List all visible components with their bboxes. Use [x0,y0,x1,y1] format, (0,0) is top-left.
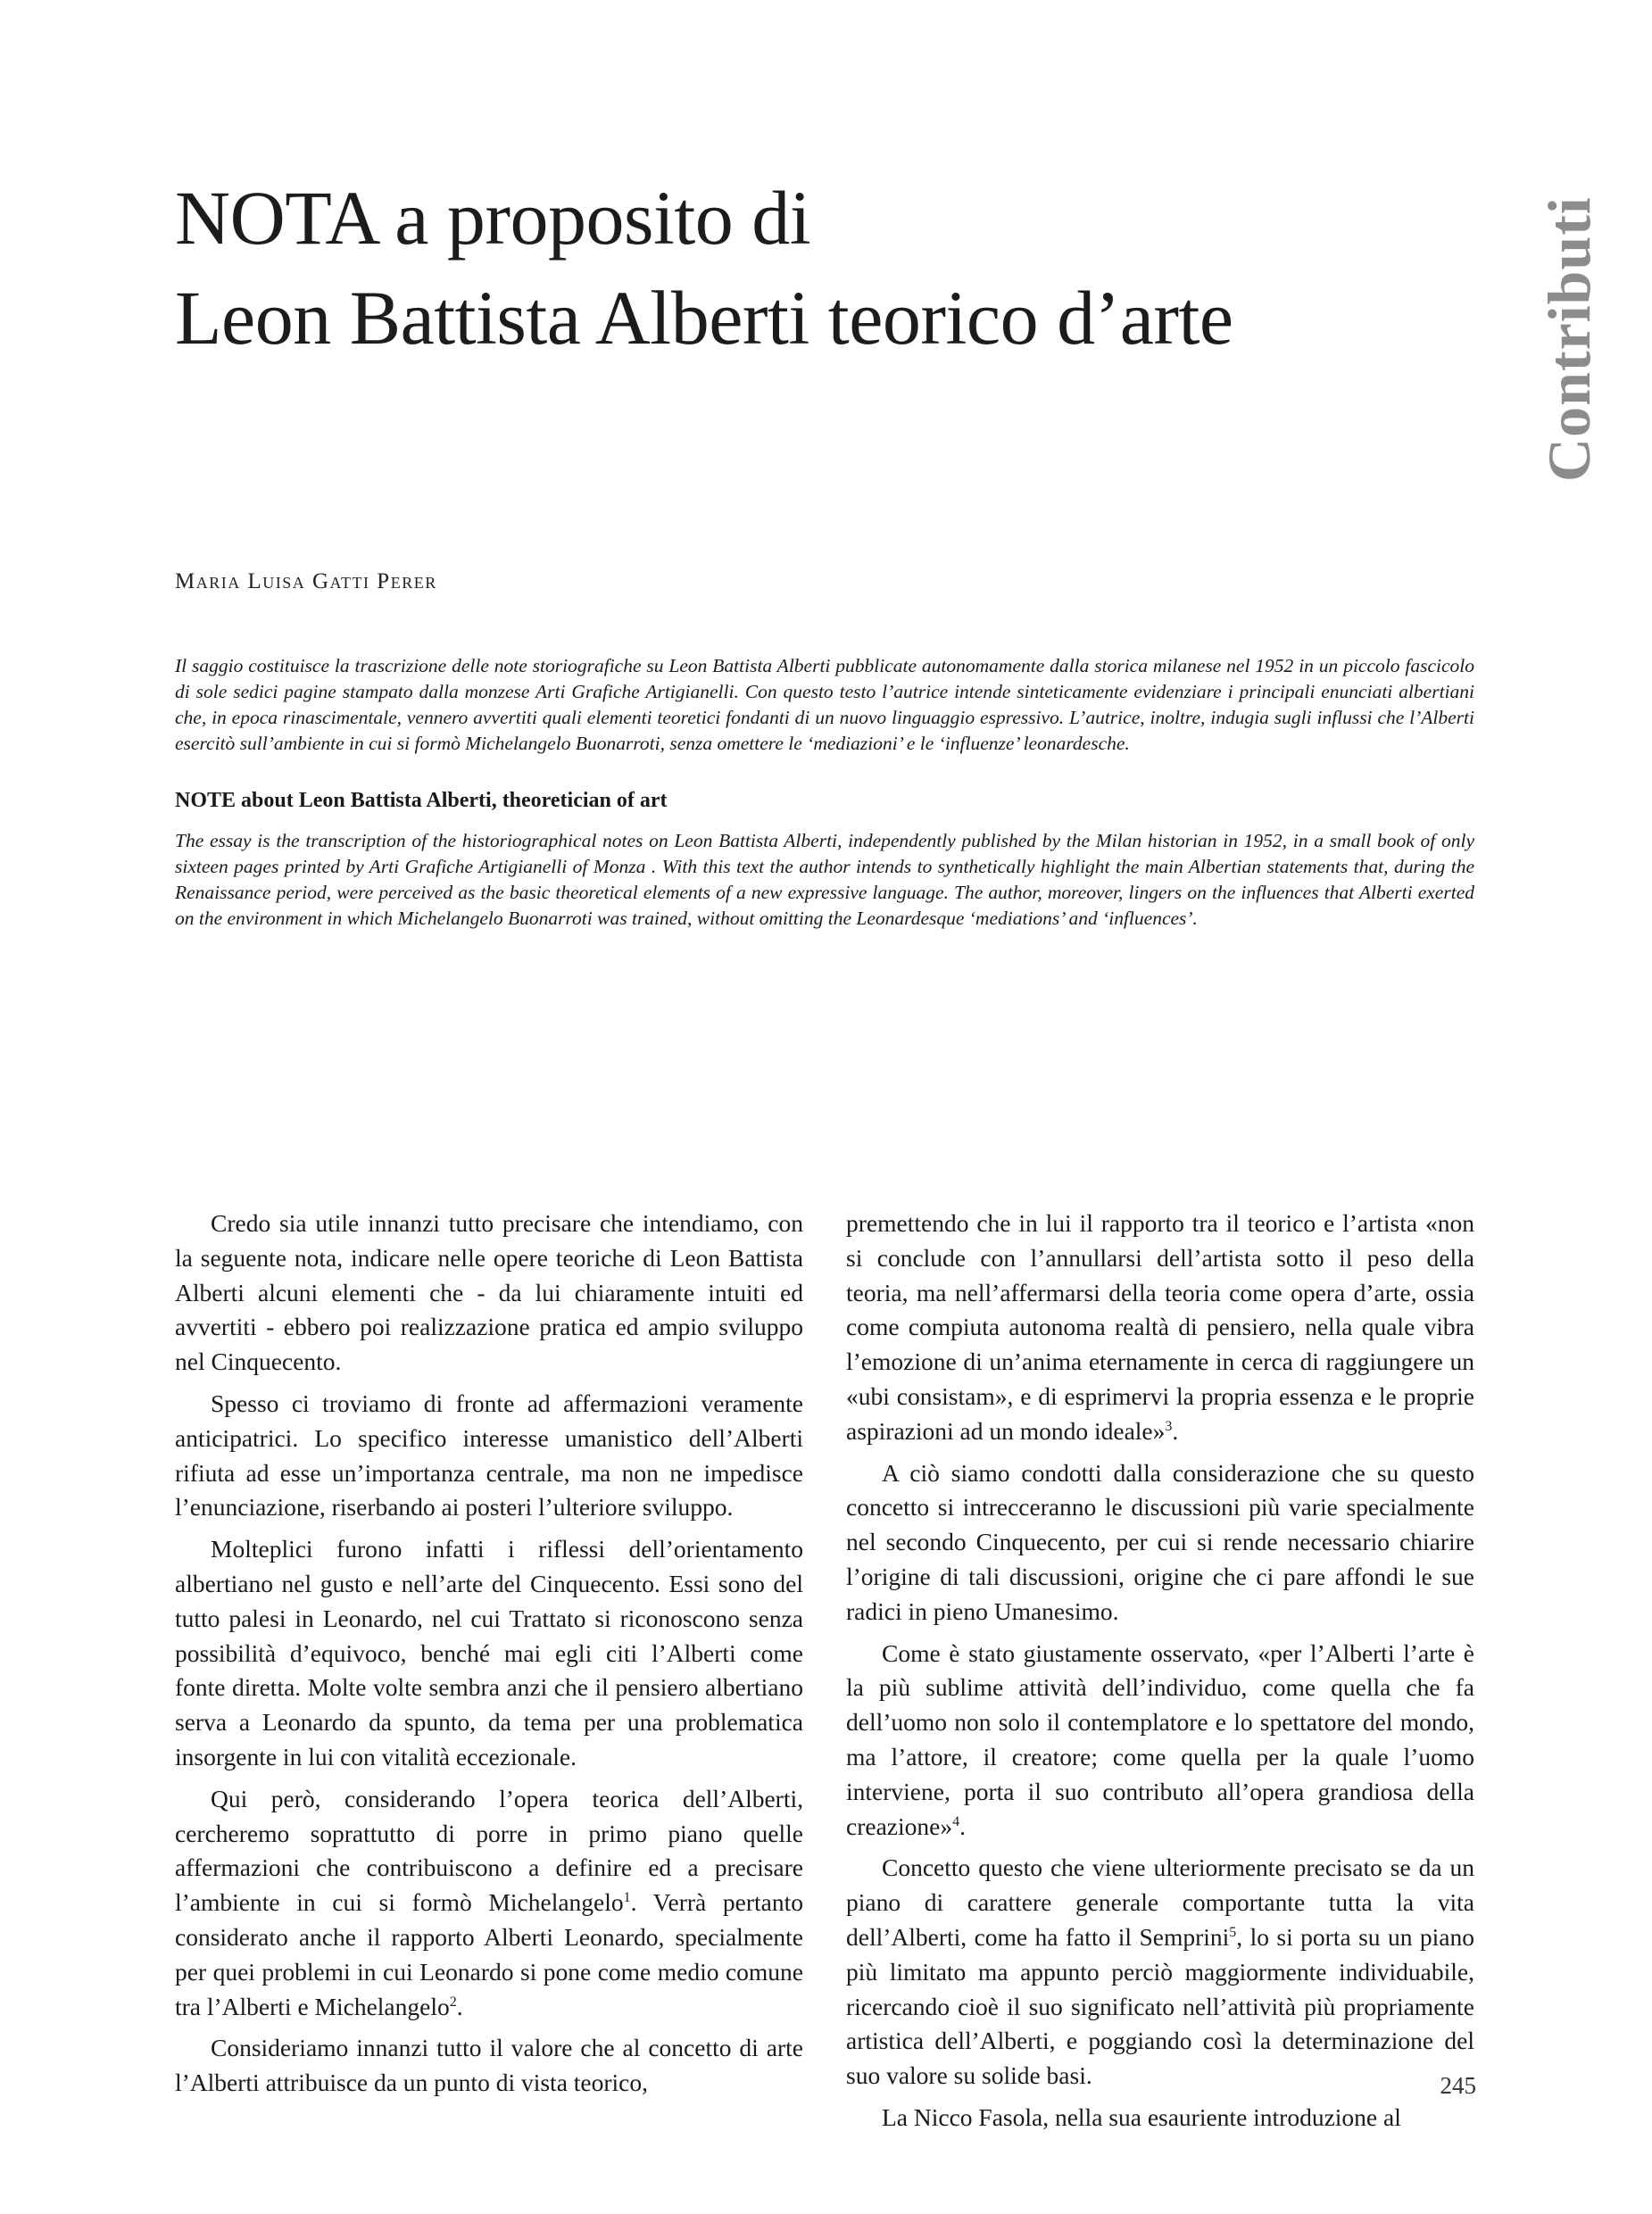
abstract-english: The essay is the transcription of the historiographical notes on Leon Battista Alberti, independently published by the Milan historian in 1952, in a small book of only sixteen pages printed by Arti Grafiche Artigianelli of Monza . With this text the author intends to synthetically highlight the main Albertian statements that, during the Renaissance period, were perceived as the basic theoretical elements of a new expressive language. The author, moreover, lingers on the influences that Alberti exerted on the environment in which Michelangelo Buonarroti was trained, without omitting the Leonardesque ‘mediations’ and ‘influences’. [175,830,1474,929]
paragraph: Molteplici furono infatti i riflessi dell’orientamento albertiano nel gusto e nell’arte del Cinquecento. Essi sono del tutto palesi in Leonardo, nel cui Trattato si riconoscono senza possibilità d’equivoco, benché mai egli citi l’Alberti come fonte diretta. Molte volte sembra anzi che il pensiero albertiano serva a Leonardo da spunto, da tema per una problematica insorgente in lui con vitalità eccezionale. [175,1535,803,1770]
paragraph [175,1782,803,2025]
page-number: 245 [1440,2072,1476,2099]
article-title [175,168,1424,368]
paragraph: La Nicco Fasola, nella sua esauriente introduzione al [882,2102,1401,2131]
footnote-ref-5[interactable]: 5 [1229,1924,1237,1940]
paragraph: Credo sia utile innanzi tutto precisare che intendiamo, con la seguente nota, indicare nelle opere teoriche di Leon Battista Alberti alcuni elementi che - da lui chiaramente intuiti ed avvertiti - ebbero poi realizzazione pratica ed ampio sviluppo nel Cinquecento. [175,1209,803,1376]
abstract-italian: Il saggio costituisce la trascrizione delle note storiografiche su Leon Battista Alberti pubblicate autonomamente dalla storica milanese nel 1952 in un piccolo fascicolo di sole sedici pagine stampato dalla monzese Arti Grafiche Artigianelli. Con questo testo l’autrice intende sinteticamente evidenziare i principali enunciati albertiani che, in epoca rinascimentale, vennero avvertiti quali elementi teoretici fondanti di un nuovo linguaggio espressivo. L’autrice, inoltre, indugia sugli influssi che l’Alberti esercitò sull’ambiente in cui si formò Michelangelo Buonarroti, senza omettere le ‘mediazioni’ e le ‘influenze’ leonardesche. [175,655,1474,754]
footnote-ref-1[interactable]: 1 [623,1889,631,1905]
paragraph-text: . [456,1992,463,2020]
paragraph: Spesso ci troviamo di fronte ad affermazioni veramente anticipatrici. Lo specifico interesse umanistico dell’Alberti rifiuta ad esse un’importanza centrale, ma non ne impedisce l’enunciazione, riserbando ai posteri l’ulteriore sviluppo. [175,1389,803,1522]
abstract-english-title: NOTE about Leon Battista Alberti, theoretician of art [175,789,668,812]
paragraph [846,1637,1474,1845]
paragraph: Consideriamo innanzi tutto il valore che al concetto di arte l’Alberti attribuisce da un punto di vista teorico, [175,2034,803,2097]
paragraph [846,1851,1474,2094]
author-name: Maria Luisa Gatti Perer [175,569,437,593]
footnote-ref-3[interactable]: 3 [1165,1418,1173,1434]
article-title-line-2: Leon Battista Alberti teorico d’arte [175,275,1233,361]
article-title-line-1: NOTA a proposito di [175,175,811,261]
paragraph-text: . Verrà pertanto considerato anche il rapporto Alberti Leonardo, specialmente per quei problemi in cui Leonardo si pone come medio comune tra l’Alberti e Michelangelo [175,1888,803,2020]
paragraph-text: . [1172,1416,1179,1445]
section-tag: Contributi [1535,196,1603,482]
paragraph-text: , lo si porta su un piano più limitato ma appunto perciò maggiormente individuabile, ricercando cioè il suo significato nell’attività più propriamente artistica dell’Alberti, e poggiando così la determinazione del suo valore su solide basi. [846,1922,1474,2090]
paragraph-text: Come è stato giustamente osservato, «per l’Alberti l’arte è la più sublime attività dell’individuo, come quella che fa dell’uomo non solo il contemplatore e lo spettatore del mondo, ma l’attore, il creatore; come quella per la quale l’uomo interviene, porta il suo contributo all’opera grandiosa della creazione» [846,1638,1474,1840]
body-column-left [175,1207,803,2108]
paragraph-text: premettendo che in lui il rapporto tra il teorico e l’artista «non si conclude con l’annullarsi dell’artista sotto il peso della teoria, ma nell’affermarsi della teoria come opera d’arte, ossia come compiuta autonoma realtà di pensiero, nella quale vibra l’emozione di un’anima eternamente in cerca di raggiungere un «ubi consistam», e di esprimervi la propria essenza e le proprie aspirazioni ad un mondo ideale» [846,1209,1474,1445]
footnote-ref-2[interactable]: 2 [449,1994,457,2010]
body-column-right [846,1207,1474,2143]
footnote-ref-4[interactable]: 4 [952,1813,960,1829]
paragraph-text: Qui però, considerando l’opera teorica dell’Alberti, cercheremo soprattutto di porre in primo piano quelle affermazioni che contribuiscono a definire ed a precisare l’ambiente in cui si formò Michelangelo [175,1784,803,1917]
paragraph: A ciò siamo condotti dalla considerazione che su questo concetto si intrecceranno le discussioni più varie specialmente nel secondo Cinquecento, per cui si rende necessario chiarire l’origine di tali discussioni, origine che ci pare affondi le sue radici in pieno Umanesimo. [846,1458,1474,1625]
paragraph-text: Concetto questo che viene ulteriormente precisato se da un piano di carattere generale comportante tutta la vita dell’Alberti, come ha fatto il Semprini [846,1853,1474,1951]
paragraph-text: . [959,1812,966,1840]
paragraph [846,1207,1474,1449]
